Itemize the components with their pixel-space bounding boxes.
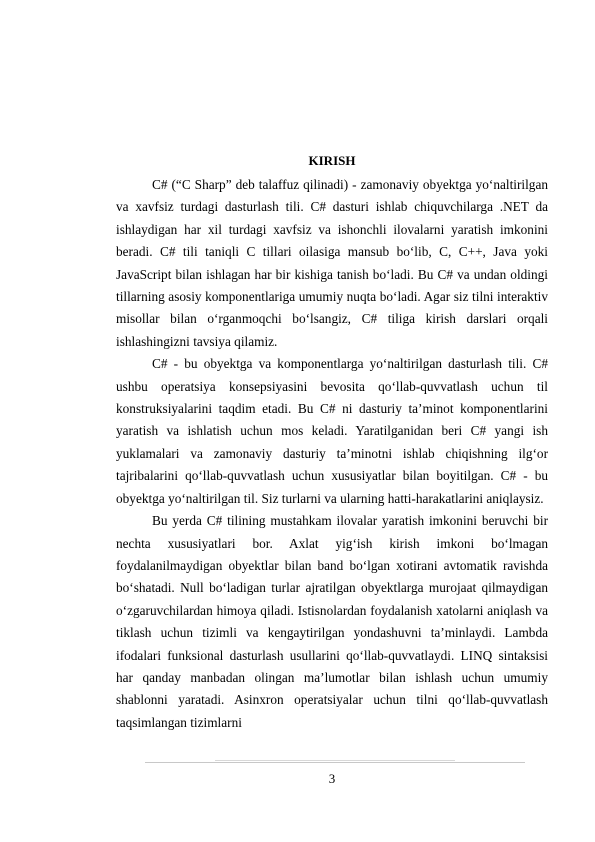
- paragraph: C# - bu obyektga va komponentlarga yo‘naltirilgan dasturlash tili. C# ushbu operatsiya konsepsiyasini bevosita qo‘llab-quvvatlash uchun til konstruksiyalarini taqdim etadi. Bu C# ni dasturiy ta’minot komponentlarini yaratish va ishlatish uchun mos keladi. Yaratilganidan beri C# yangi ish yuklamalari va zamonaviy dasturiy ta’minotni ishlab chiqishning ilg‘or tajribalarini qo‘llab-quvvatlash uchun xususiyatlar bilan boyitilgan. C# - bu obyektga yo‘naltirilgan til. Siz turlarni va ularning hatti-harakatlarini aniqlaysiz.: [116, 356, 548, 506]
- paragraph: C# (“C Sharp” deb talaffuz qilinadi) - zamonaviy obyektga yo‘naltirilgan va xavfsiz turdagi dasturlash tili. C# dasturi ishlab chiquvchilarga .NET da ishlaydigan har xil turdagi xavfsiz va ishonchli ilovalarni yaratish imkonini beradi. C# tili taniqli C tillari oilasiga mansub bo‘lib, C, C++, Java yoki JavaScript bilan ishlagan har bir kishiga tanish bo‘ladi. Bu C# va undan oldingi tillarning asosiy komponentlariga umumiy nuqta bo‘ladi. Agar siz tilni interaktiv misollar bilan o‘rganmoqchi bo‘lsangiz, C# tiliga kirish darslari orqali ishlashingizni tavsiya qilamiz.: [116, 177, 548, 349]
- paragraph: Bu yerda C# tilining mustahkam ilovalar yaratish imkonini beruvchi bir nechta xususiyatlari bor. Axlat yig‘ish kirish imkoni bo‘lmagan foydalanilmaydigan obyektlar bilan band bo‘lgan xotirani avtomatik ravishda bo‘shatadi. Null bo‘ladigan turlar ajratilgan obyektlarga murojaat qilmaydigan o‘zgaruvchilardan himoya qiladi. Istisnolardan foydalanish xatolarni aniqlash va tiklash uchun tizimli va kengaytirilgan yondashuvni ta’minlaydi. Lambda ifodalari funksional dasturlash usullarini qo‘llab-quvvatlaydi. LINQ sintaksisi har qanday manbadan olingan ma’lumotlar bilan ishlash uchun umumiy shablonni yaratadi. Asinxron operatsiyalar uchun tilni qo‘llab-quvvatlash taqsimlangan tizimlarni: [116, 513, 548, 730]
- footer-divider: [145, 762, 525, 763]
- footer-divider-inner: [215, 760, 455, 761]
- body-text: [116, 174, 548, 734]
- section-heading: KIRISH: [308, 153, 356, 168]
- page-number: 3: [328, 771, 336, 786]
